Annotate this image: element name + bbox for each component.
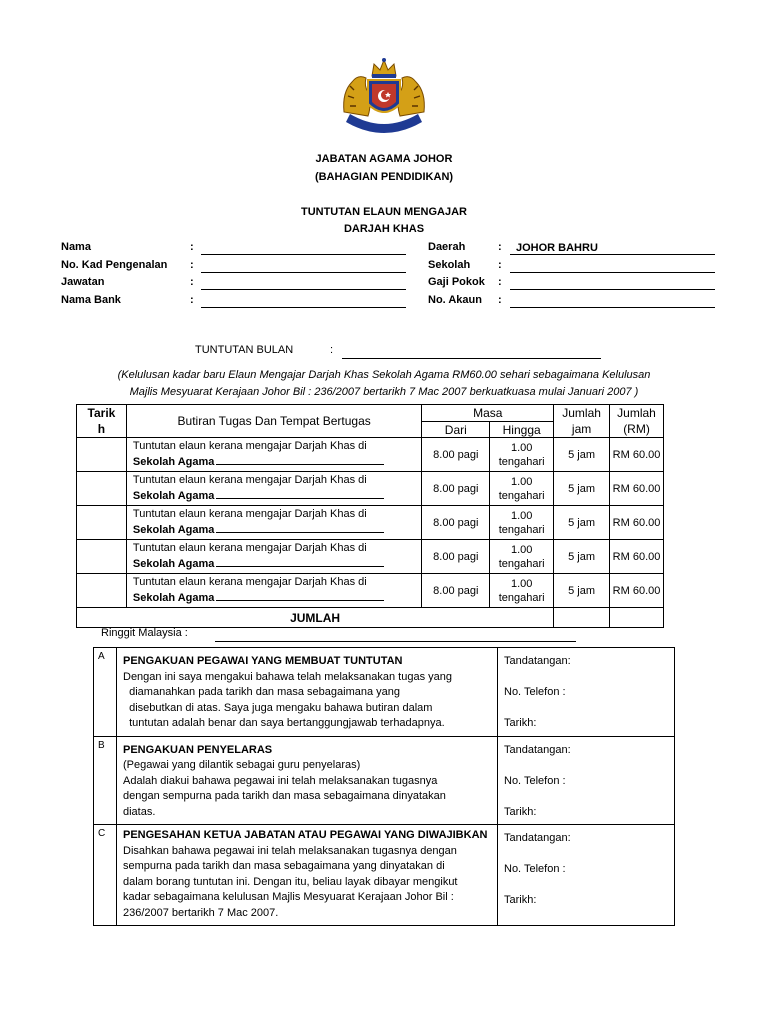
dari-cell: 8.00 pagi (422, 472, 490, 506)
sekolah-label: Sekolah (428, 259, 471, 271)
declaration-letter: A (94, 648, 117, 737)
declaration-letter: B (94, 736, 117, 825)
ic-field[interactable] (201, 260, 406, 273)
desc-cell: Tuntutan elaun kerana mengajar Darjah Khas di Sekolah Agama (126, 438, 422, 472)
dari-cell: 8.00 pagi (422, 438, 490, 472)
jawatan-label: Jawatan (61, 276, 105, 288)
desc-cell: Tuntutan elaun kerana mengajar Darjah Khas di Sekolah Agama (126, 506, 422, 540)
jam-cell: 5 jam (554, 574, 610, 608)
table-row (77, 574, 664, 608)
jawatan-colon: : (190, 276, 194, 288)
dari-header: Dari (422, 422, 490, 438)
jumlah-rm-header: Jumlah (RM) (610, 405, 664, 438)
declaration-b (94, 736, 675, 825)
butiran-header: Butiran Tugas Dan Tempat Bertugas (126, 405, 422, 438)
hingga-cell: 1.00 tengahari (490, 540, 554, 574)
tarikh-cell[interactable] (77, 540, 127, 574)
signature-block (498, 648, 675, 737)
dari-cell: 8.00 pagi (422, 506, 490, 540)
telefon-field[interactable]: No. Telefon : (504, 686, 566, 698)
jawatan-field[interactable] (201, 277, 406, 290)
hingga-cell: 1.00 tengahari (490, 574, 554, 608)
johor-crest-icon (338, 52, 430, 144)
gaji-field[interactable] (510, 277, 715, 290)
bank-colon: : (190, 294, 194, 306)
nama-label: Nama (61, 241, 91, 253)
tuntutan-bulan-colon: : (330, 344, 334, 356)
signature-block (498, 736, 675, 825)
bank-label: Nama Bank (61, 294, 121, 306)
hingga-cell: 1.00 tengahari (490, 438, 554, 472)
table-row (77, 438, 664, 472)
declaration-letter: C (94, 825, 117, 926)
declaration-body: PENGAKUAN PEGAWAI YANG MEMBUAT TUNTUTAN Dengan ini saya mengakui bahawa telah melaksanakan tugas yang diamanahkan pada tarikh dan masa sebagaimana yang disebutkan di atas. Saya juga mengaku bahawa butiran dalam tuntutan adalah benar dan saya bertanggungjawab terhadapnya. (117, 648, 498, 737)
daerah-colon: : (498, 241, 502, 253)
gaji-colon: : (498, 276, 502, 288)
ic-label: No. Kad Pengenalan (61, 259, 168, 271)
jumlah-jam-header: Jumlah jam (554, 405, 610, 438)
hingga-cell: 1.00 tengahari (490, 472, 554, 506)
total-rm-cell[interactable] (610, 608, 664, 628)
declaration-body: PENGESAHAN KETUA JABATAN ATAU PEGAWAI YANG DIWAJIBKAN Disahkan bahawa pegawai ini telah melaksanakan tugasnya dengan sempurna pada tarikh dan masa sebagaimana yang dinyatakan di dalam borang tuntutan ini. Dengan itu, beliau layak dibayar mengikut kadar sebagaimana kelulusan Majlis Mesyuarat Kerajaan Johor Bil : 236/2007 bertarikh 7 Mac 2007. (117, 825, 498, 926)
declaration-a (94, 648, 675, 737)
tuntutan-bulan-label: TUNTUTAN BULAN (195, 344, 294, 356)
daerah-label: Daerah (428, 241, 466, 253)
tandatangan-field[interactable]: Tandatangan: (504, 655, 571, 667)
telefon-field[interactable]: No. Telefon : (504, 863, 566, 875)
rm-cell: RM 60.00 (610, 574, 664, 608)
jumlah-label: JUMLAH (77, 608, 554, 628)
akaun-field[interactable] (510, 295, 715, 308)
sekolah-field[interactable] (510, 260, 715, 273)
telefon-field[interactable]: No. Telefon : (504, 774, 566, 787)
ringgit-label: Ringgit Malaysia : (101, 627, 188, 639)
total-row (77, 608, 664, 628)
table-row (77, 472, 664, 506)
claims-table (76, 404, 664, 628)
akaun-colon: : (498, 294, 502, 306)
daerah-field[interactable]: JOHOR BAHRU (510, 242, 715, 255)
rm-cell: RM 60.00 (610, 438, 664, 472)
jam-cell: 5 jam (554, 438, 610, 472)
masa-header: Masa (422, 405, 554, 422)
tarikh-cell[interactable] (77, 472, 127, 506)
rm-cell: RM 60.00 (610, 540, 664, 574)
ringgit-field[interactable] (215, 629, 576, 642)
tarikh-cell[interactable] (77, 574, 127, 608)
declarations-table (93, 647, 675, 926)
nama-field[interactable] (201, 242, 406, 255)
sekolah-agama-field[interactable] (216, 488, 384, 499)
nama-colon: : (190, 241, 194, 253)
tarikh-sign-field[interactable]: Tarikh: (504, 717, 537, 729)
tarikh-header: Tarik h (77, 405, 127, 438)
hingga-cell: 1.00 tengahari (490, 506, 554, 540)
hingga-header: Hingga (490, 422, 554, 438)
jam-cell: 5 jam (554, 540, 610, 574)
division-name: (BAHAGIAN PENDIDIKAN) (314, 171, 454, 183)
approval-note-line2: Majlis Mesyuarat Kerajaan Johor Bil : 236/2007 bertarikh 7 Mac 2007 berkuatkuasa mulai Januari 2007 ) (129, 386, 639, 398)
form-title: TUNTUTAN ELAUN MENGAJAR (300, 206, 467, 218)
rm-cell: RM 60.00 (610, 506, 664, 540)
approval-note-line1: (Kelulusan kadar baru Elaun Mengajar Darjah Khas Sekolah Agama RM60.00 sehari sebagaimana Kelulusan (117, 369, 651, 381)
jam-cell: 5 jam (554, 472, 610, 506)
tandatangan-field[interactable]: Tandatangan: (504, 832, 571, 844)
rm-cell: RM 60.00 (610, 472, 664, 506)
akaun-label: No. Akaun (428, 294, 482, 306)
sekolah-agama-field[interactable] (216, 590, 384, 601)
table-row (77, 506, 664, 540)
jam-cell: 5 jam (554, 506, 610, 540)
form-subtitle: DARJAH KHAS (343, 223, 425, 235)
tarikh-cell[interactable] (77, 438, 127, 472)
gaji-label: Gaji Pokok (428, 276, 485, 288)
ic-colon: : (190, 259, 194, 271)
dari-cell: 8.00 pagi (422, 574, 490, 608)
declaration-body: PENGAKUAN PENYELARAS (Pegawai yang dilantik sebagai guru penyelaras) Adalah diakui bahawa pegawai ini telah melaksanakan tugasnya dengan sempurna pada tarikh dan masa sebagaimana dinyatakan diatas. (117, 736, 498, 825)
sekolah-agama-field[interactable] (216, 556, 384, 567)
tandatangan-field[interactable]: Tandatangan: (504, 743, 571, 756)
sekolah-agama-field[interactable] (216, 522, 384, 533)
signature-block (498, 825, 675, 926)
bank-field[interactable] (201, 295, 406, 308)
sekolah-colon: : (498, 259, 502, 271)
desc-cell: Tuntutan elaun kerana mengajar Darjah Khas di Sekolah Agama (126, 540, 422, 574)
sekolah-agama-field[interactable] (216, 454, 384, 465)
tarikh-sign-field[interactable]: Tarikh: (504, 894, 537, 906)
desc-cell: Tuntutan elaun kerana mengajar Darjah Khas di Sekolah Agama (126, 472, 422, 506)
tarikh-sign-field[interactable]: Tarikh: (504, 805, 537, 818)
department-name: JABATAN AGAMA JOHOR (315, 153, 453, 165)
table-row (77, 540, 664, 574)
desc-cell: Tuntutan elaun kerana mengajar Darjah Khas di Sekolah Agama (126, 574, 422, 608)
tarikh-cell[interactable] (77, 506, 127, 540)
declaration-c (94, 825, 675, 926)
total-jam-cell[interactable] (554, 608, 610, 628)
dari-cell: 8.00 pagi (422, 540, 490, 574)
tuntutan-bulan-field[interactable] (342, 346, 601, 359)
